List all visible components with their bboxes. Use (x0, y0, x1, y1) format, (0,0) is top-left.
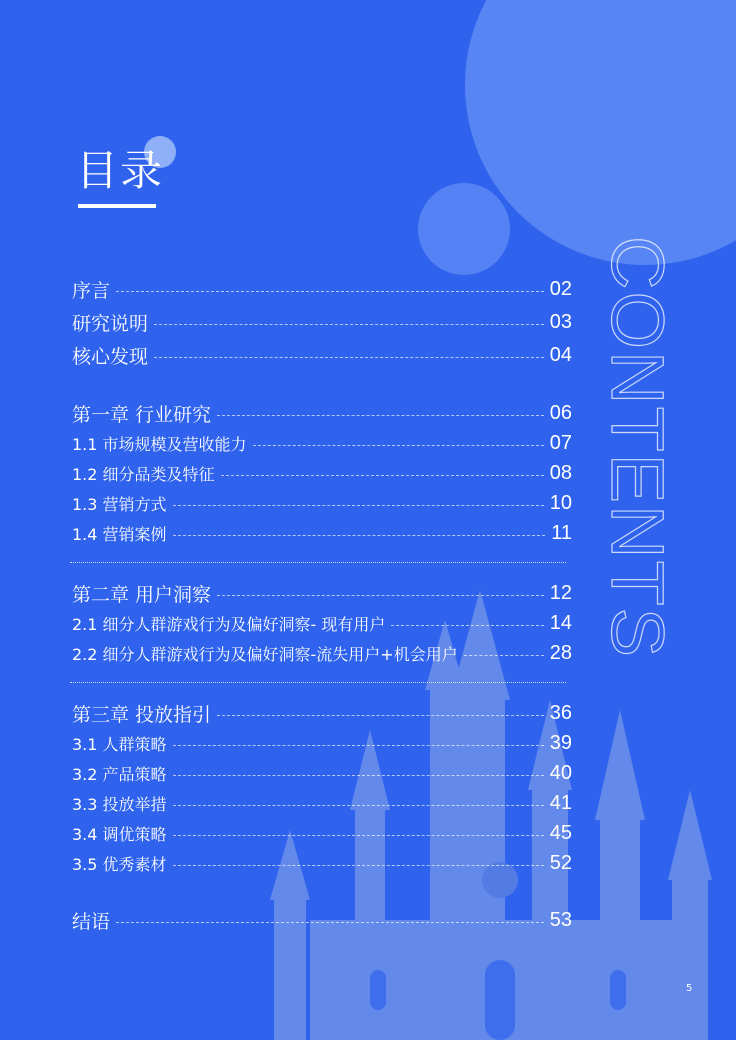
toc-label: 第三章 投放指引 (72, 704, 212, 726)
toc-page-number: 41 (549, 792, 572, 814)
toc-page-number: 12 (549, 582, 572, 604)
toc-item-1-4[interactable] (72, 522, 572, 545)
toc-page-number: 04 (549, 344, 572, 366)
toc-item-3-2[interactable] (72, 762, 572, 785)
toc-page-number: 03 (549, 311, 572, 333)
leader-dots (173, 805, 544, 806)
leader-dots (464, 655, 544, 656)
toc-label: 3.4 调优策略 (72, 825, 167, 844)
toc-item-2-1[interactable] (72, 612, 572, 635)
toc-label: 1.1 市场规模及营收能力 (72, 435, 247, 454)
toc-label: 1.3 营销方式 (72, 495, 167, 514)
toc-page-number: 07 (549, 432, 572, 454)
leader-dots (116, 291, 544, 292)
toc-item-2-2[interactable] (72, 642, 572, 665)
contents-watermark: CONTENTS (596, 236, 679, 659)
toc-item-1-1[interactable] (72, 432, 572, 455)
toc-label: 第二章 用户洞察 (72, 584, 212, 606)
toc-page-number: 39 (549, 732, 572, 754)
toc-page-number: 08 (549, 462, 572, 484)
toc-label: 第一章 行业研究 (72, 404, 212, 426)
toc-label: 核心发现 (72, 346, 149, 368)
toc-label: 3.3 投放举措 (72, 795, 167, 814)
page-number: 5 (686, 983, 693, 994)
toc-item-3-3[interactable] (72, 792, 572, 815)
toc-label: 3.1 人群策略 (72, 735, 167, 754)
toc-label: 2.2 细分人群游戏行为及偏好洞察-流失用户+机会用户 (72, 645, 458, 664)
toc-label: 结语 (72, 911, 111, 933)
leader-dots (217, 595, 544, 596)
leader-dots (116, 922, 544, 923)
toc-page-number: 40 (549, 762, 572, 784)
leader-dots (154, 357, 544, 358)
toc-item-chapter-1[interactable] (72, 400, 572, 427)
toc-page-number: 52 (549, 852, 572, 874)
toc-label: 1.2 细分品类及特征 (72, 465, 215, 484)
toc-page-number: 45 (549, 822, 572, 844)
toc-label: 3.5 优秀素材 (72, 855, 167, 874)
leader-dots (173, 505, 544, 506)
page-title: 目录 (76, 146, 165, 195)
section-divider (70, 562, 566, 563)
toc-page-number: 14 (549, 612, 572, 634)
title-underline (78, 204, 156, 208)
toc-page-number: 28 (549, 642, 572, 664)
toc-item-1-2[interactable] (72, 462, 572, 485)
leader-dots (217, 715, 544, 716)
leader-dots (154, 324, 544, 325)
toc-page-number: 06 (549, 402, 572, 424)
toc-item-preface[interactable] (72, 276, 572, 303)
toc-label: 3.2 产品策略 (72, 765, 167, 784)
leader-dots (173, 865, 544, 866)
leader-dots (253, 445, 544, 446)
toc-page-number: 10 (549, 492, 572, 514)
toc-label: 序言 (72, 280, 111, 302)
toc-item-3-4[interactable] (72, 822, 572, 845)
leader-dots (391, 625, 543, 626)
toc-item-3-1[interactable] (72, 732, 572, 755)
toc-page-number: 11 (551, 522, 572, 544)
toc-item-chapter-2[interactable] (72, 580, 572, 607)
toc-item-1-3[interactable] (72, 492, 572, 515)
leader-dots (173, 775, 544, 776)
toc-page-number: 36 (549, 702, 572, 724)
leader-dots (173, 535, 546, 536)
toc-item-research-notes[interactable] (72, 309, 572, 336)
toc-label: 研究说明 (72, 313, 149, 335)
toc-page-number: 53 (549, 909, 572, 931)
leader-dots (173, 835, 544, 836)
toc-item-3-5[interactable] (72, 852, 572, 875)
toc-item-chapter-3[interactable] (72, 700, 572, 727)
leader-dots (221, 475, 544, 476)
leader-dots (217, 415, 544, 416)
toc-label: 2.1 细分人群游戏行为及偏好洞察- 现有用户 (72, 615, 386, 634)
toc-label: 1.4 营销案例 (72, 525, 167, 544)
leader-dots (173, 745, 544, 746)
toc-item-conclusion[interactable] (72, 907, 572, 934)
toc-item-key-findings[interactable] (72, 342, 572, 369)
section-divider (70, 682, 566, 683)
decorative-circle-medium (418, 183, 510, 275)
toc-page-number: 02 (549, 278, 572, 300)
